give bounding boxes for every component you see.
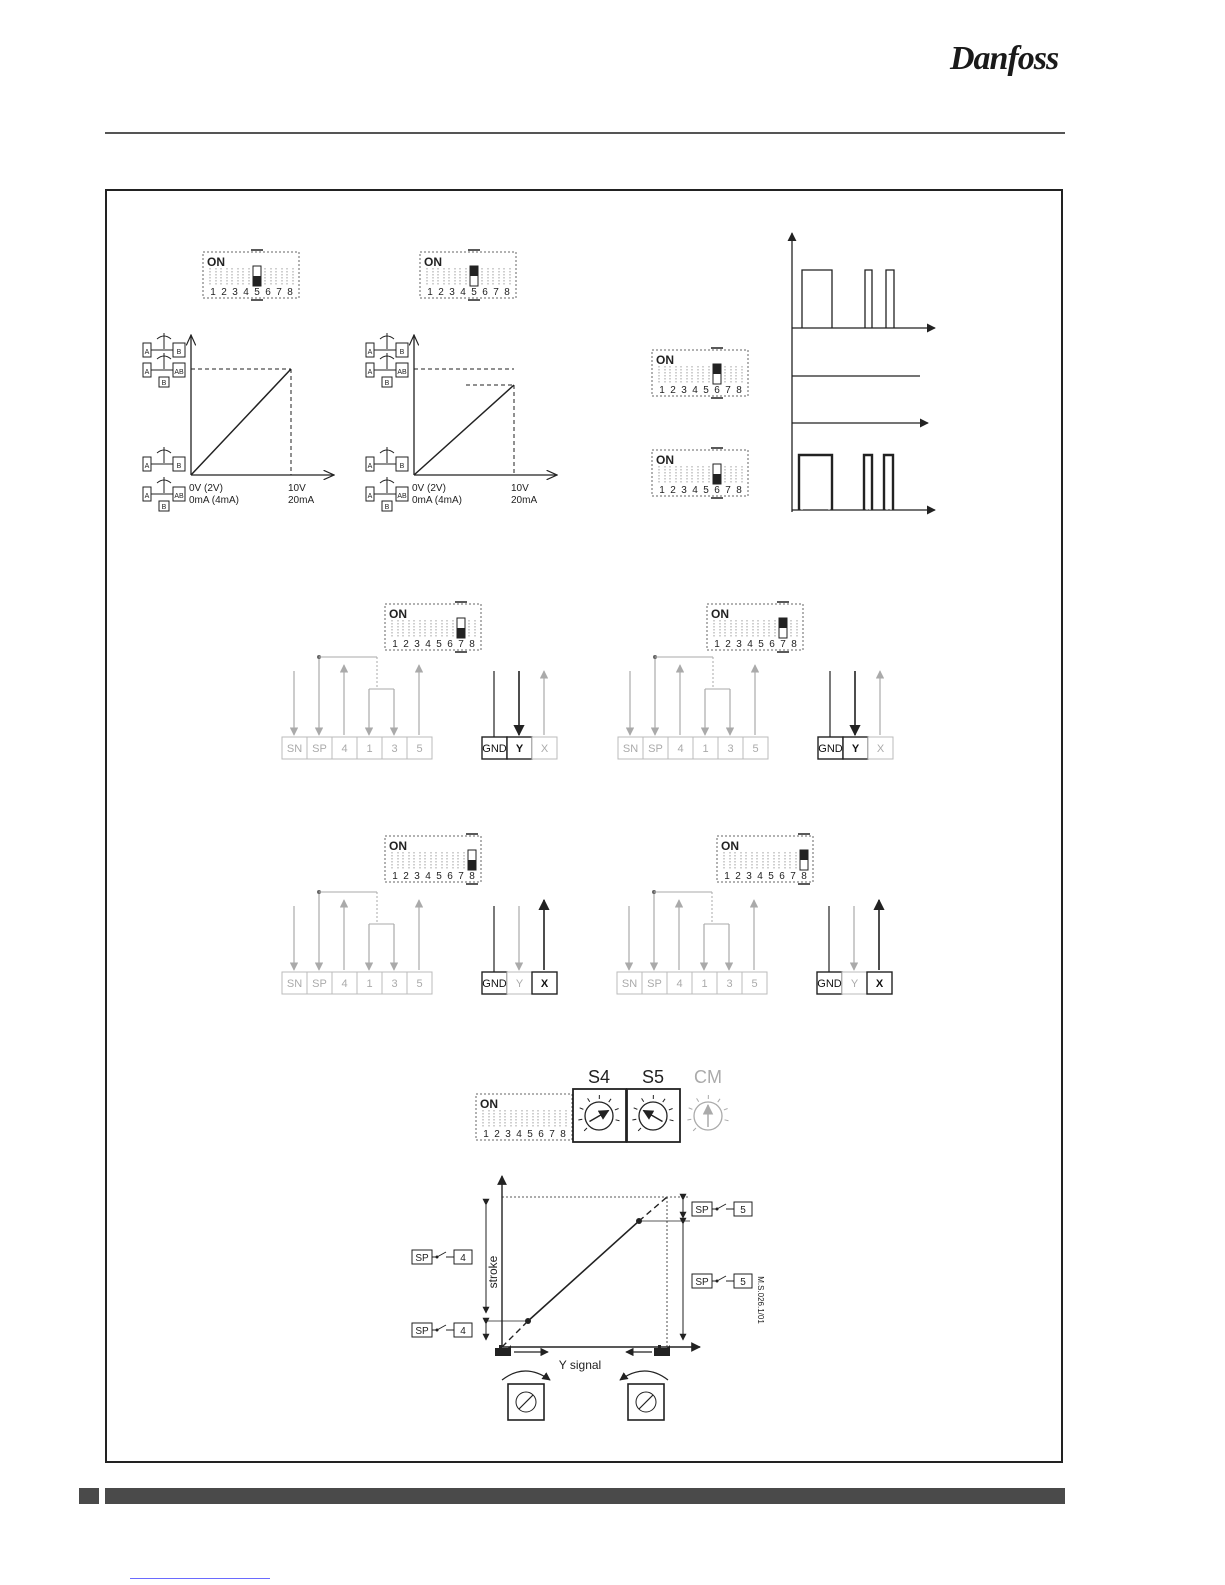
x-min-label-1: 0V (2V) (189, 483, 223, 494)
terminal-label: 4 (676, 978, 683, 990)
port-ab-label: AB (174, 493, 184, 500)
wiring-8-off (282, 890, 557, 994)
dip-number: 7 (276, 287, 282, 298)
terminal-label: SN (286, 978, 303, 990)
dip-number: 5 (436, 639, 442, 650)
dip-number: 4 (516, 1129, 522, 1140)
dip-on-label: ON (721, 839, 739, 853)
dip-on-label: ON (656, 353, 674, 367)
dip-number: 2 (403, 871, 409, 882)
terminal-label: Y (515, 743, 524, 755)
x-min-label-2: 0mA (4mA) (412, 495, 463, 506)
sp-4-lower (412, 1323, 472, 1337)
dip-number: 7 (725, 385, 731, 396)
dial-tick (687, 1119, 691, 1120)
port-b-label: B (161, 380, 167, 387)
dip-switch-7-off (385, 602, 481, 652)
dip-number: 6 (447, 639, 453, 650)
terminal-number: 5 (740, 1205, 746, 1216)
dip-lever-fill (253, 276, 261, 286)
port-a-label: A (367, 493, 373, 500)
terminal-label: 1 (702, 743, 709, 755)
wiring-8-on (617, 890, 892, 994)
dip-number: 4 (425, 639, 431, 650)
dip-number: 7 (725, 485, 731, 496)
dip-lever-fill (457, 628, 465, 638)
sp-5-upper (692, 1202, 752, 1216)
terminal-label: Y (515, 978, 524, 990)
dip-switch-8-off (385, 834, 481, 884)
terminal-label: X (876, 743, 885, 755)
dip-on-label: ON (480, 1097, 498, 1111)
dial-label: S4 (587, 1067, 611, 1087)
dip-number: 5 (471, 287, 477, 298)
dip-number: 7 (549, 1129, 555, 1140)
dip-number: 3 (414, 871, 420, 882)
cm-dial (687, 1067, 728, 1131)
dip-number: 3 (736, 639, 742, 650)
figure-code: M.S.026.1/01 (756, 1276, 765, 1324)
dial-label: CM (694, 1067, 722, 1087)
terminal-label: SN (286, 743, 303, 755)
dip-number: 1 (714, 639, 720, 650)
two-way-valve-icon (143, 447, 185, 471)
x-max-label-1: 10V (288, 483, 306, 494)
dip-number: 5 (768, 871, 774, 882)
characteristic-line (414, 385, 514, 475)
two-way-valve-icon (366, 447, 408, 471)
dip-number: 8 (736, 385, 742, 396)
dip-number: 4 (747, 639, 753, 650)
port-b-label: B (176, 463, 182, 470)
dip-lever-fill (779, 618, 787, 628)
port-b-label: B (176, 349, 182, 356)
terminal-label: 1 (366, 743, 373, 755)
dip-number: 3 (746, 871, 752, 882)
port-a-label: A (144, 369, 150, 376)
dip-number: 7 (458, 639, 464, 650)
dip-number: 2 (725, 639, 731, 650)
dip-number: 1 (483, 1129, 489, 1140)
stroke-chart (412, 1176, 765, 1420)
dip-number: 1 (724, 871, 730, 882)
dip-number: 8 (469, 639, 475, 650)
dip-lever-fill (468, 860, 476, 870)
dip-switch-6-on (652, 348, 748, 398)
port-ab-label: AB (174, 369, 184, 376)
pulse-train-2-inner (802, 458, 891, 510)
dip-number: 3 (414, 639, 420, 650)
dip-number: 7 (790, 871, 796, 882)
dip-number: 6 (714, 385, 720, 396)
dip-number: 5 (703, 485, 709, 496)
x-max-label-1: 10V (511, 483, 529, 494)
dip-number: 6 (265, 287, 271, 298)
stroke-x-label: Y signal (558, 1358, 602, 1372)
characteristic-line (191, 369, 291, 475)
dip-switch-all-off (476, 1094, 572, 1140)
dip-lever-fill (713, 474, 721, 484)
dip-number: 7 (780, 639, 786, 650)
dip-lever-fill (713, 364, 721, 374)
wiring-7-off (282, 655, 557, 759)
rotate-arrow (502, 1371, 550, 1380)
terminal-label: X (540, 978, 549, 990)
terminal-label: 4 (677, 743, 684, 755)
dial-tick (697, 1098, 699, 1101)
dip-number: 4 (460, 287, 466, 298)
dashed-start (502, 1321, 528, 1347)
dip-number: 3 (232, 287, 238, 298)
sp-4-upper (412, 1250, 472, 1264)
dip-number: 6 (779, 871, 785, 882)
terminal-number: 4 (460, 1253, 466, 1264)
port-ab-label: AB (397, 493, 407, 500)
terminal-label: 1 (366, 978, 373, 990)
terminal-label: 3 (391, 743, 398, 755)
terminal-label: 3 (726, 978, 733, 990)
switch-blade (437, 1325, 446, 1330)
wiring-7-on (618, 655, 893, 759)
dip-number: 4 (425, 871, 431, 882)
dip-number: 7 (493, 287, 499, 298)
terminal-label: SP (312, 743, 327, 755)
dip-number: 8 (504, 287, 510, 298)
sp-label: SP (695, 1205, 709, 1216)
terminal-label: 3 (727, 743, 734, 755)
s4-dial (573, 1067, 626, 1142)
dip-number: 6 (714, 485, 720, 496)
dip-number: 6 (482, 287, 488, 298)
port-b-label: B (161, 504, 167, 511)
x-max-label-2: 20mA (288, 495, 315, 506)
three-way-valve-icon (143, 477, 185, 511)
dip-number: 3 (449, 287, 455, 298)
terminal-label: 5 (751, 978, 758, 990)
dip-number: 5 (436, 871, 442, 882)
valve-chart-1 (143, 333, 334, 511)
three-way-valve-icon (366, 353, 408, 387)
s5-dial (627, 1067, 680, 1142)
terminal-label: Y (851, 743, 860, 755)
dip-number: 5 (527, 1129, 533, 1140)
dip-number: 2 (438, 287, 444, 298)
port-b-label: B (399, 349, 405, 356)
terminal-label: SP (648, 743, 663, 755)
dip-switch-5-on (420, 250, 516, 300)
dashed-end (639, 1197, 667, 1221)
terminal-label: GND (818, 743, 843, 755)
pulse-diagram (792, 233, 935, 512)
terminal-label: SP (312, 978, 327, 990)
port-a-label: A (367, 369, 373, 376)
rotate-counterclockwise-dial (620, 1371, 668, 1420)
terminal-label: GND (817, 978, 842, 990)
terminal-label: 1 (701, 978, 708, 990)
dip-number: 1 (210, 287, 216, 298)
dip-number: 4 (243, 287, 249, 298)
dip-number: 2 (221, 287, 227, 298)
terminal-label: X (540, 743, 549, 755)
switch-blade (717, 1276, 726, 1281)
dip-number: 3 (681, 485, 687, 496)
dip-number: 3 (505, 1129, 511, 1140)
dip-number: 2 (494, 1129, 500, 1140)
dip-number: 8 (801, 871, 807, 882)
dial-tick (689, 1108, 693, 1110)
dial-tick (718, 1099, 720, 1102)
dip-number: 1 (392, 639, 398, 650)
terminal-number: 5 (740, 1277, 746, 1288)
rotate-clockwise-dial (502, 1371, 550, 1420)
dip-number: 8 (791, 639, 797, 650)
dip-number: 4 (692, 385, 698, 396)
dip-number: 4 (757, 871, 763, 882)
terminal-label: GND (482, 743, 507, 755)
stroke-line (528, 1221, 639, 1321)
dial-label: S5 (641, 1067, 665, 1087)
port-a-label: A (367, 463, 373, 470)
dip-number: 7 (458, 871, 464, 882)
x-min-label-1: 0V (2V) (412, 483, 446, 494)
port-b-label: B (384, 504, 390, 511)
dip-number: 1 (659, 485, 665, 496)
x-min-label-2: 0mA (4mA) (189, 495, 240, 506)
dip-lever-fill (800, 850, 808, 860)
dip-on-label: ON (656, 453, 674, 467)
terminal-label: 5 (416, 978, 423, 990)
dial-tick (724, 1108, 728, 1109)
terminal-label: SN (621, 978, 638, 990)
dip-number: 6 (447, 871, 453, 882)
dip-number: 2 (403, 639, 409, 650)
port-b-label: B (399, 463, 405, 470)
dip-on-label: ON (389, 607, 407, 621)
dip-number: 2 (735, 871, 741, 882)
pulse-train-1 (802, 270, 894, 328)
valve-chart-2 (366, 333, 557, 511)
terminal-label: 5 (752, 743, 759, 755)
terminal-number: 4 (460, 1326, 466, 1337)
dip-on-label: ON (711, 607, 729, 621)
x-max-label-2: 20mA (511, 495, 538, 506)
terminal-label: SP (647, 978, 662, 990)
dial-tick (725, 1120, 729, 1121)
pulse-train-2 (799, 455, 893, 510)
terminal-label: 3 (391, 978, 398, 990)
terminal-label: SN (622, 743, 639, 755)
dip-number: 2 (670, 485, 676, 496)
stroke-y-label: stroke (486, 1255, 500, 1289)
dip-on-label: ON (389, 839, 407, 853)
dip-number: 1 (659, 385, 665, 396)
dip-number: 8 (736, 485, 742, 496)
dip-number: 6 (769, 639, 775, 650)
terminal-label: X (875, 978, 884, 990)
terminal-label: GND (482, 978, 507, 990)
dip-switch-8-on (717, 834, 813, 884)
dip-number: 8 (287, 287, 293, 298)
sp-label: SP (415, 1326, 429, 1337)
dip-lever-fill (470, 266, 478, 276)
dip-on-label: ON (207, 255, 225, 269)
logo-text: Danfoss (950, 40, 1059, 77)
dip-number: 8 (469, 871, 475, 882)
dip-number: 8 (560, 1129, 566, 1140)
port-a-label: A (144, 349, 150, 356)
dip-number: 5 (703, 385, 709, 396)
dip-number: 5 (758, 639, 764, 650)
dip-number: 2 (670, 385, 676, 396)
terminal-label: 4 (341, 978, 348, 990)
rotate-arrow (620, 1371, 668, 1380)
sp-label: SP (415, 1253, 429, 1264)
port-ab-label: AB (397, 369, 407, 376)
terminal-label: 4 (341, 743, 348, 755)
dial-tick (693, 1128, 696, 1131)
dip-number: 6 (538, 1129, 544, 1140)
sp-5-lower (692, 1274, 752, 1288)
three-way-valve-icon (143, 353, 185, 387)
terminal-label: Y (850, 978, 859, 990)
dip-number: 3 (681, 385, 687, 396)
port-a-label: A (144, 463, 150, 470)
dip-number: 5 (254, 287, 260, 298)
dip-switch-5-off (203, 250, 299, 300)
switch-blade (717, 1204, 726, 1209)
dip-switch-7-on (707, 602, 803, 652)
port-a-label: A (144, 493, 150, 500)
dip-number: 1 (427, 287, 433, 298)
sp-label: SP (695, 1277, 709, 1288)
switch-blade (437, 1252, 446, 1257)
dip-on-label: ON (424, 255, 442, 269)
dip-number: 4 (692, 485, 698, 496)
terminal-label: 5 (416, 743, 423, 755)
three-way-valve-icon (366, 477, 408, 511)
port-b-label: B (384, 380, 390, 387)
dip-switch-6-off (652, 448, 748, 498)
port-a-label: A (367, 349, 373, 356)
dip-number: 1 (392, 871, 398, 882)
